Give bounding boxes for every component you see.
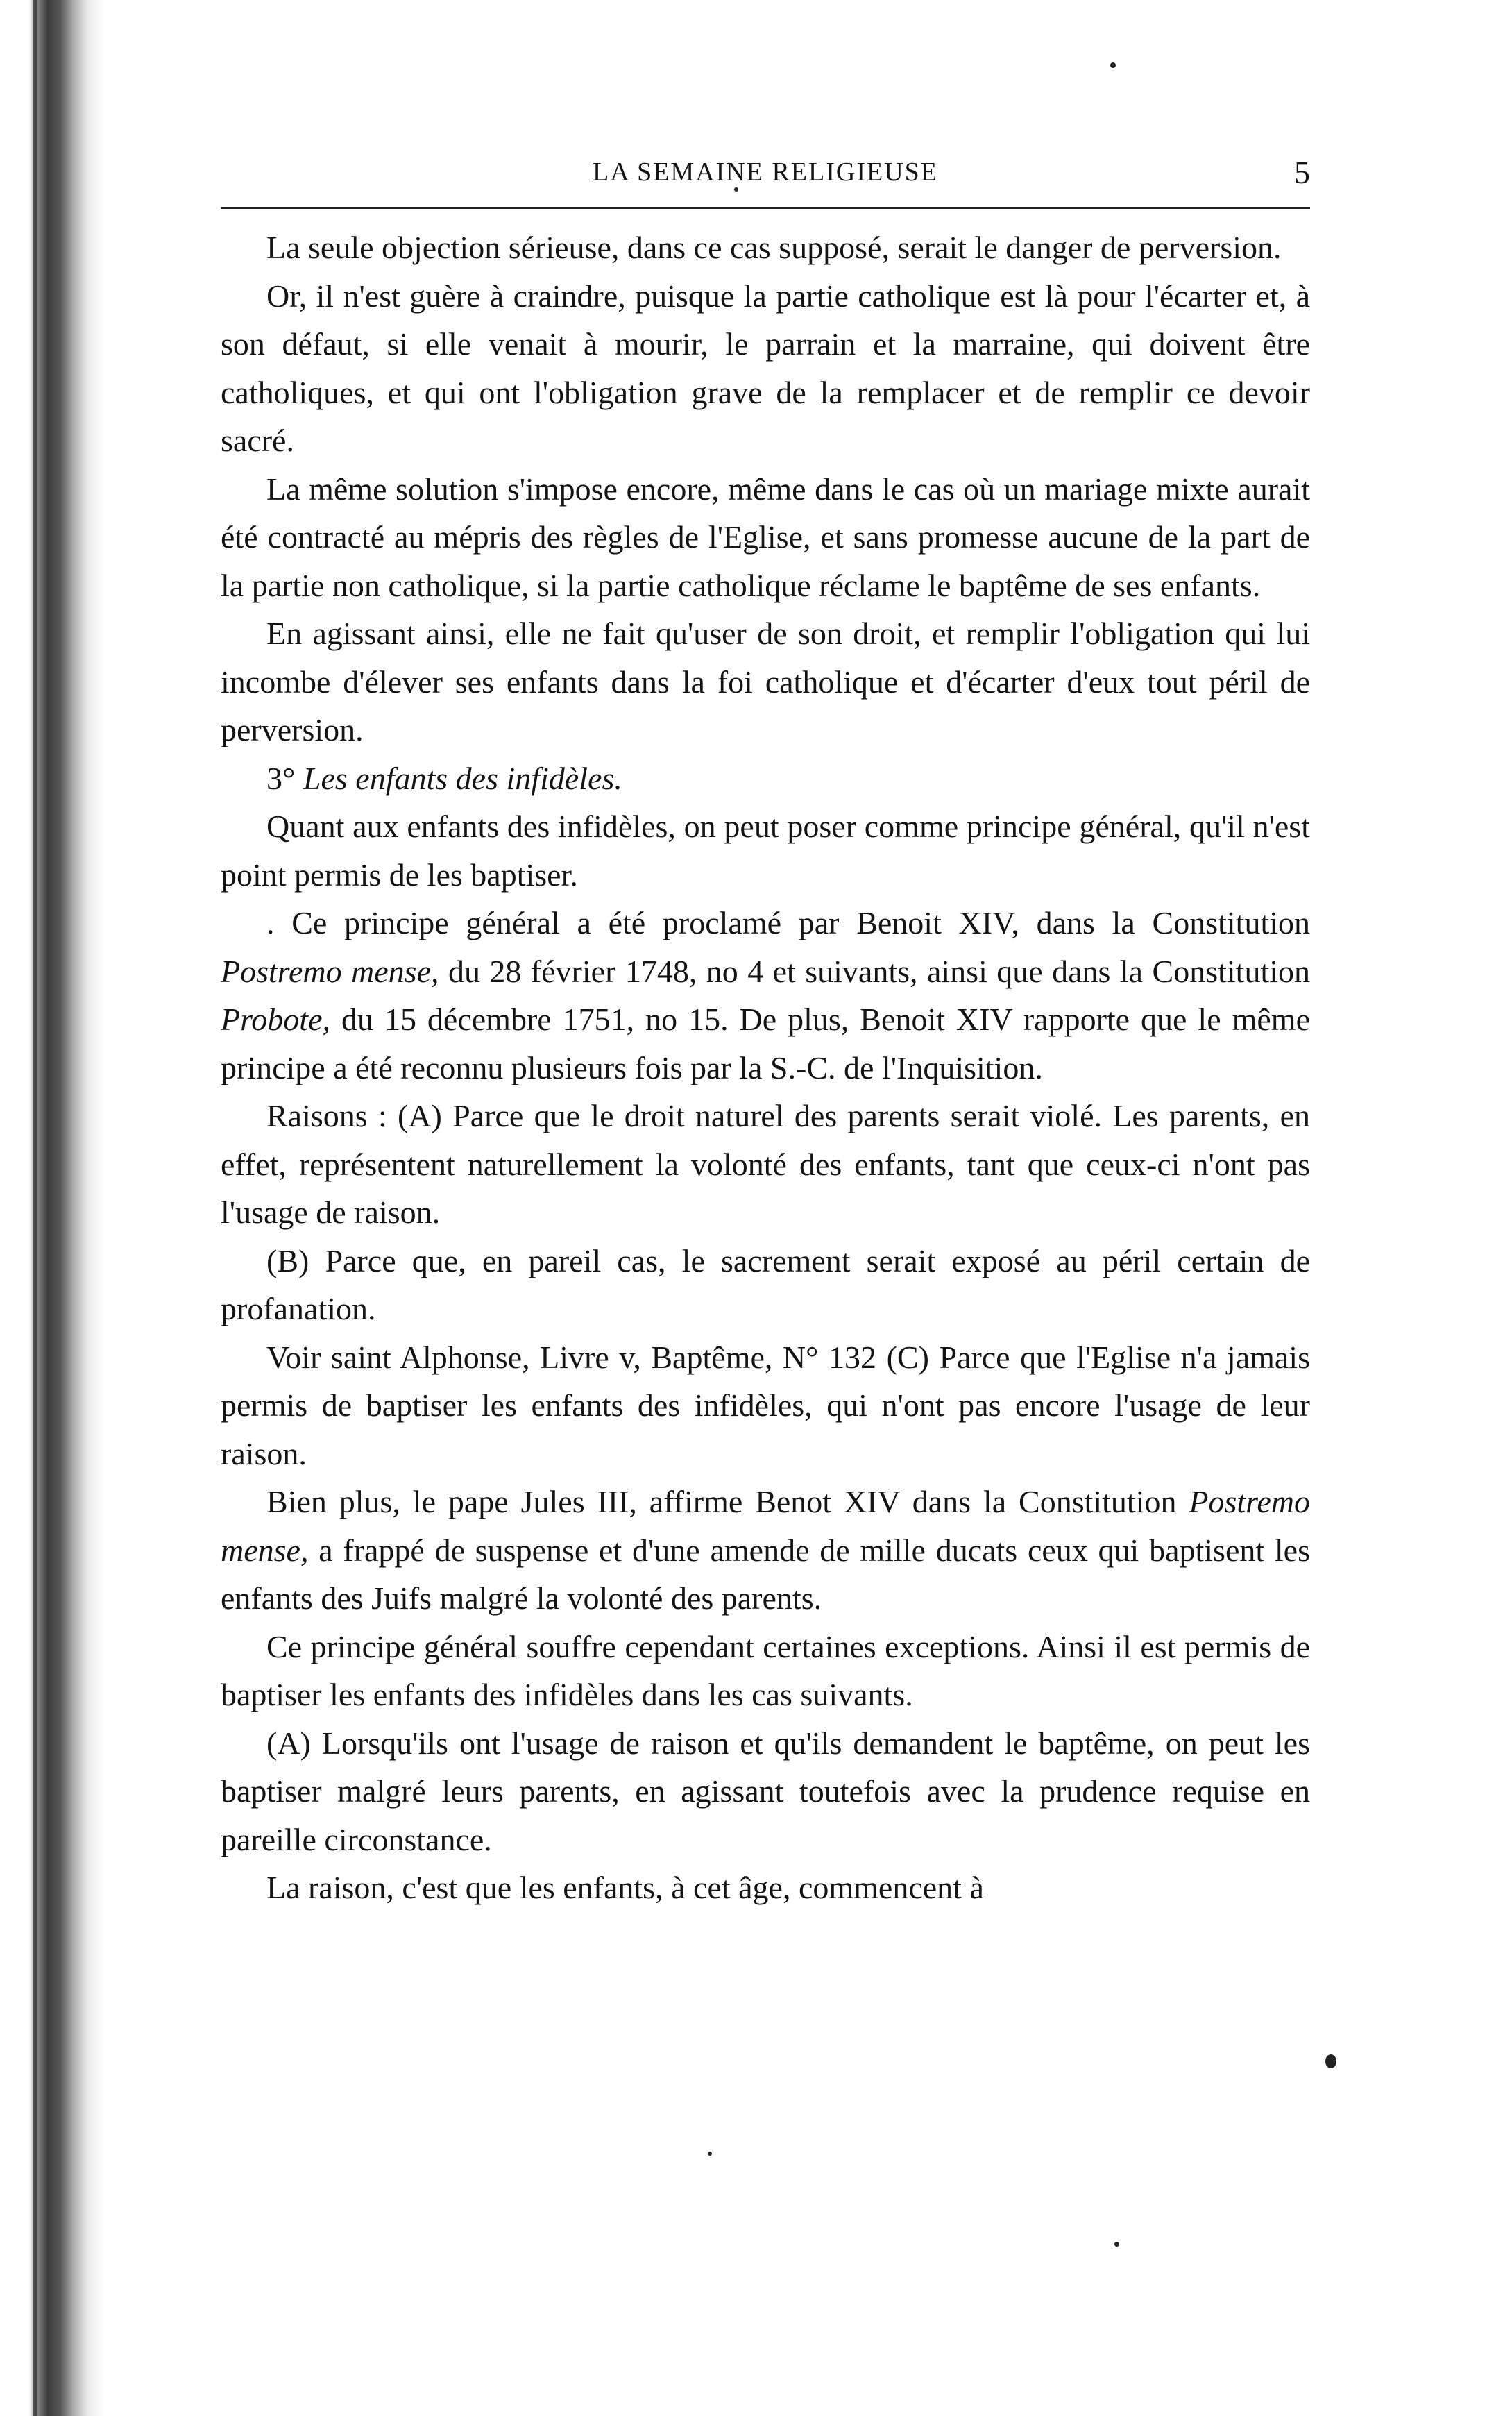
- paragraph: Ce principe général souffre cependant certaines exceptions. Ainsi il est permis de baptiser les enfants des infidèles dans les cas suivants.: [221, 1628, 1310, 1712]
- ink-speck: [1114, 2242, 1119, 2247]
- section-heading: [221, 754, 1310, 803]
- section-title: Les enfants des infidèles.: [303, 760, 622, 796]
- ink-speck: [1325, 2054, 1336, 2068]
- page-header: [221, 154, 1310, 203]
- book-spine-edge: [33, 0, 37, 2416]
- body-text: [221, 223, 1310, 1912]
- paragraph: La même solution s'impose encore, même dans le cas où un mariage mixte aurait été contracté au mépris des règles de l'Eglise, et sans promesse aucune de la part de la partie non catholique, si la partie catholique réclame le baptême de ses enfants.: [221, 471, 1310, 603]
- paragraph: Bien plus, le pape Jules III, affirme Benot XIV dans la Constitution Postremo mense, a frappé de suspense et d'une amende de mille ducats ceux qui baptisent les enfants des Juifs malgré la volonté des parents.: [221, 1484, 1310, 1616]
- paragraph: Or, il n'est guère à craindre, puisque la partie catholique est là pour l'écarter et, à son défaut, si elle venait à mourir, le parrain et la marraine, qui doivent être catholiques, et qui ont l'obligation grave de la remplacer et de remplir ce devoir sacré.: [221, 278, 1310, 458]
- paragraph: (B) Parce que, en pareil cas, le sacrement serait exposé au péril certain de profanation.: [221, 1242, 1310, 1326]
- section-number: 3°: [266, 760, 296, 796]
- paragraph: En agissant ainsi, elle ne fait qu'user de son droit, et remplir l'obligation qui lui incombe d'élever ses enfants dans la foi catholique et d'écarter d'eux tout péril de perversion.: [221, 616, 1310, 747]
- paragraph: . Ce principe général a été proclamé par Benoit XIV, dans la Constitution Postremo mense, du 28 février 1748, no 4 et suivants, ainsi que dans la Constitution Probote, du 15 décembre 1751, no 15. De plus, Benoit XIV rapporte que le même principe a été reconnu plusieurs fois par la S.-C. de l'Inquisition.: [221, 905, 1311, 1085]
- ink-speck: [708, 2152, 712, 2156]
- ink-speck: [1110, 62, 1116, 68]
- header-rule: [221, 207, 1310, 209]
- paragraph: (A) Lorsqu'ils ont l'usage de raison et qu'ils demandent le baptême, on peut les baptiser malgré leurs parents, en agissant toutefois avec la prudence requise en pareille circonstance.: [221, 1725, 1310, 1857]
- paragraph: Voir saint Alphonse, Livre v, Baptême, N° 132 (C) Parce que l'Eglise n'a jamais permis de baptiser les enfants des infidèles, qui n'ont pas encore l'usage de leur raison.: [221, 1339, 1310, 1471]
- paragraph: Quant aux enfants des infidèles, on peut poser comme principe général, qu'il n'est point permis de les baptiser.: [221, 809, 1310, 893]
- paragraph: La seule objection sérieuse, dans ce cas supposé, serait le danger de perversion.: [266, 230, 1282, 265]
- paragraph: La raison, c'est que les enfants, à cet âge, commencent à: [266, 1870, 984, 1905]
- ink-speck: [734, 187, 738, 192]
- page-number: 5: [1294, 155, 1310, 190]
- paragraph: Raisons : (A) Parce que le droit naturel des parents serait violé. Les parents, en effet, représentent naturellement la volonté des enfants, tant que ceux-ci n'ont pas l'usage de raison.: [221, 1098, 1310, 1230]
- running-title: LA SEMAINE RELIGIEUSE: [593, 158, 938, 187]
- book-binding-shadow: [0, 0, 104, 2416]
